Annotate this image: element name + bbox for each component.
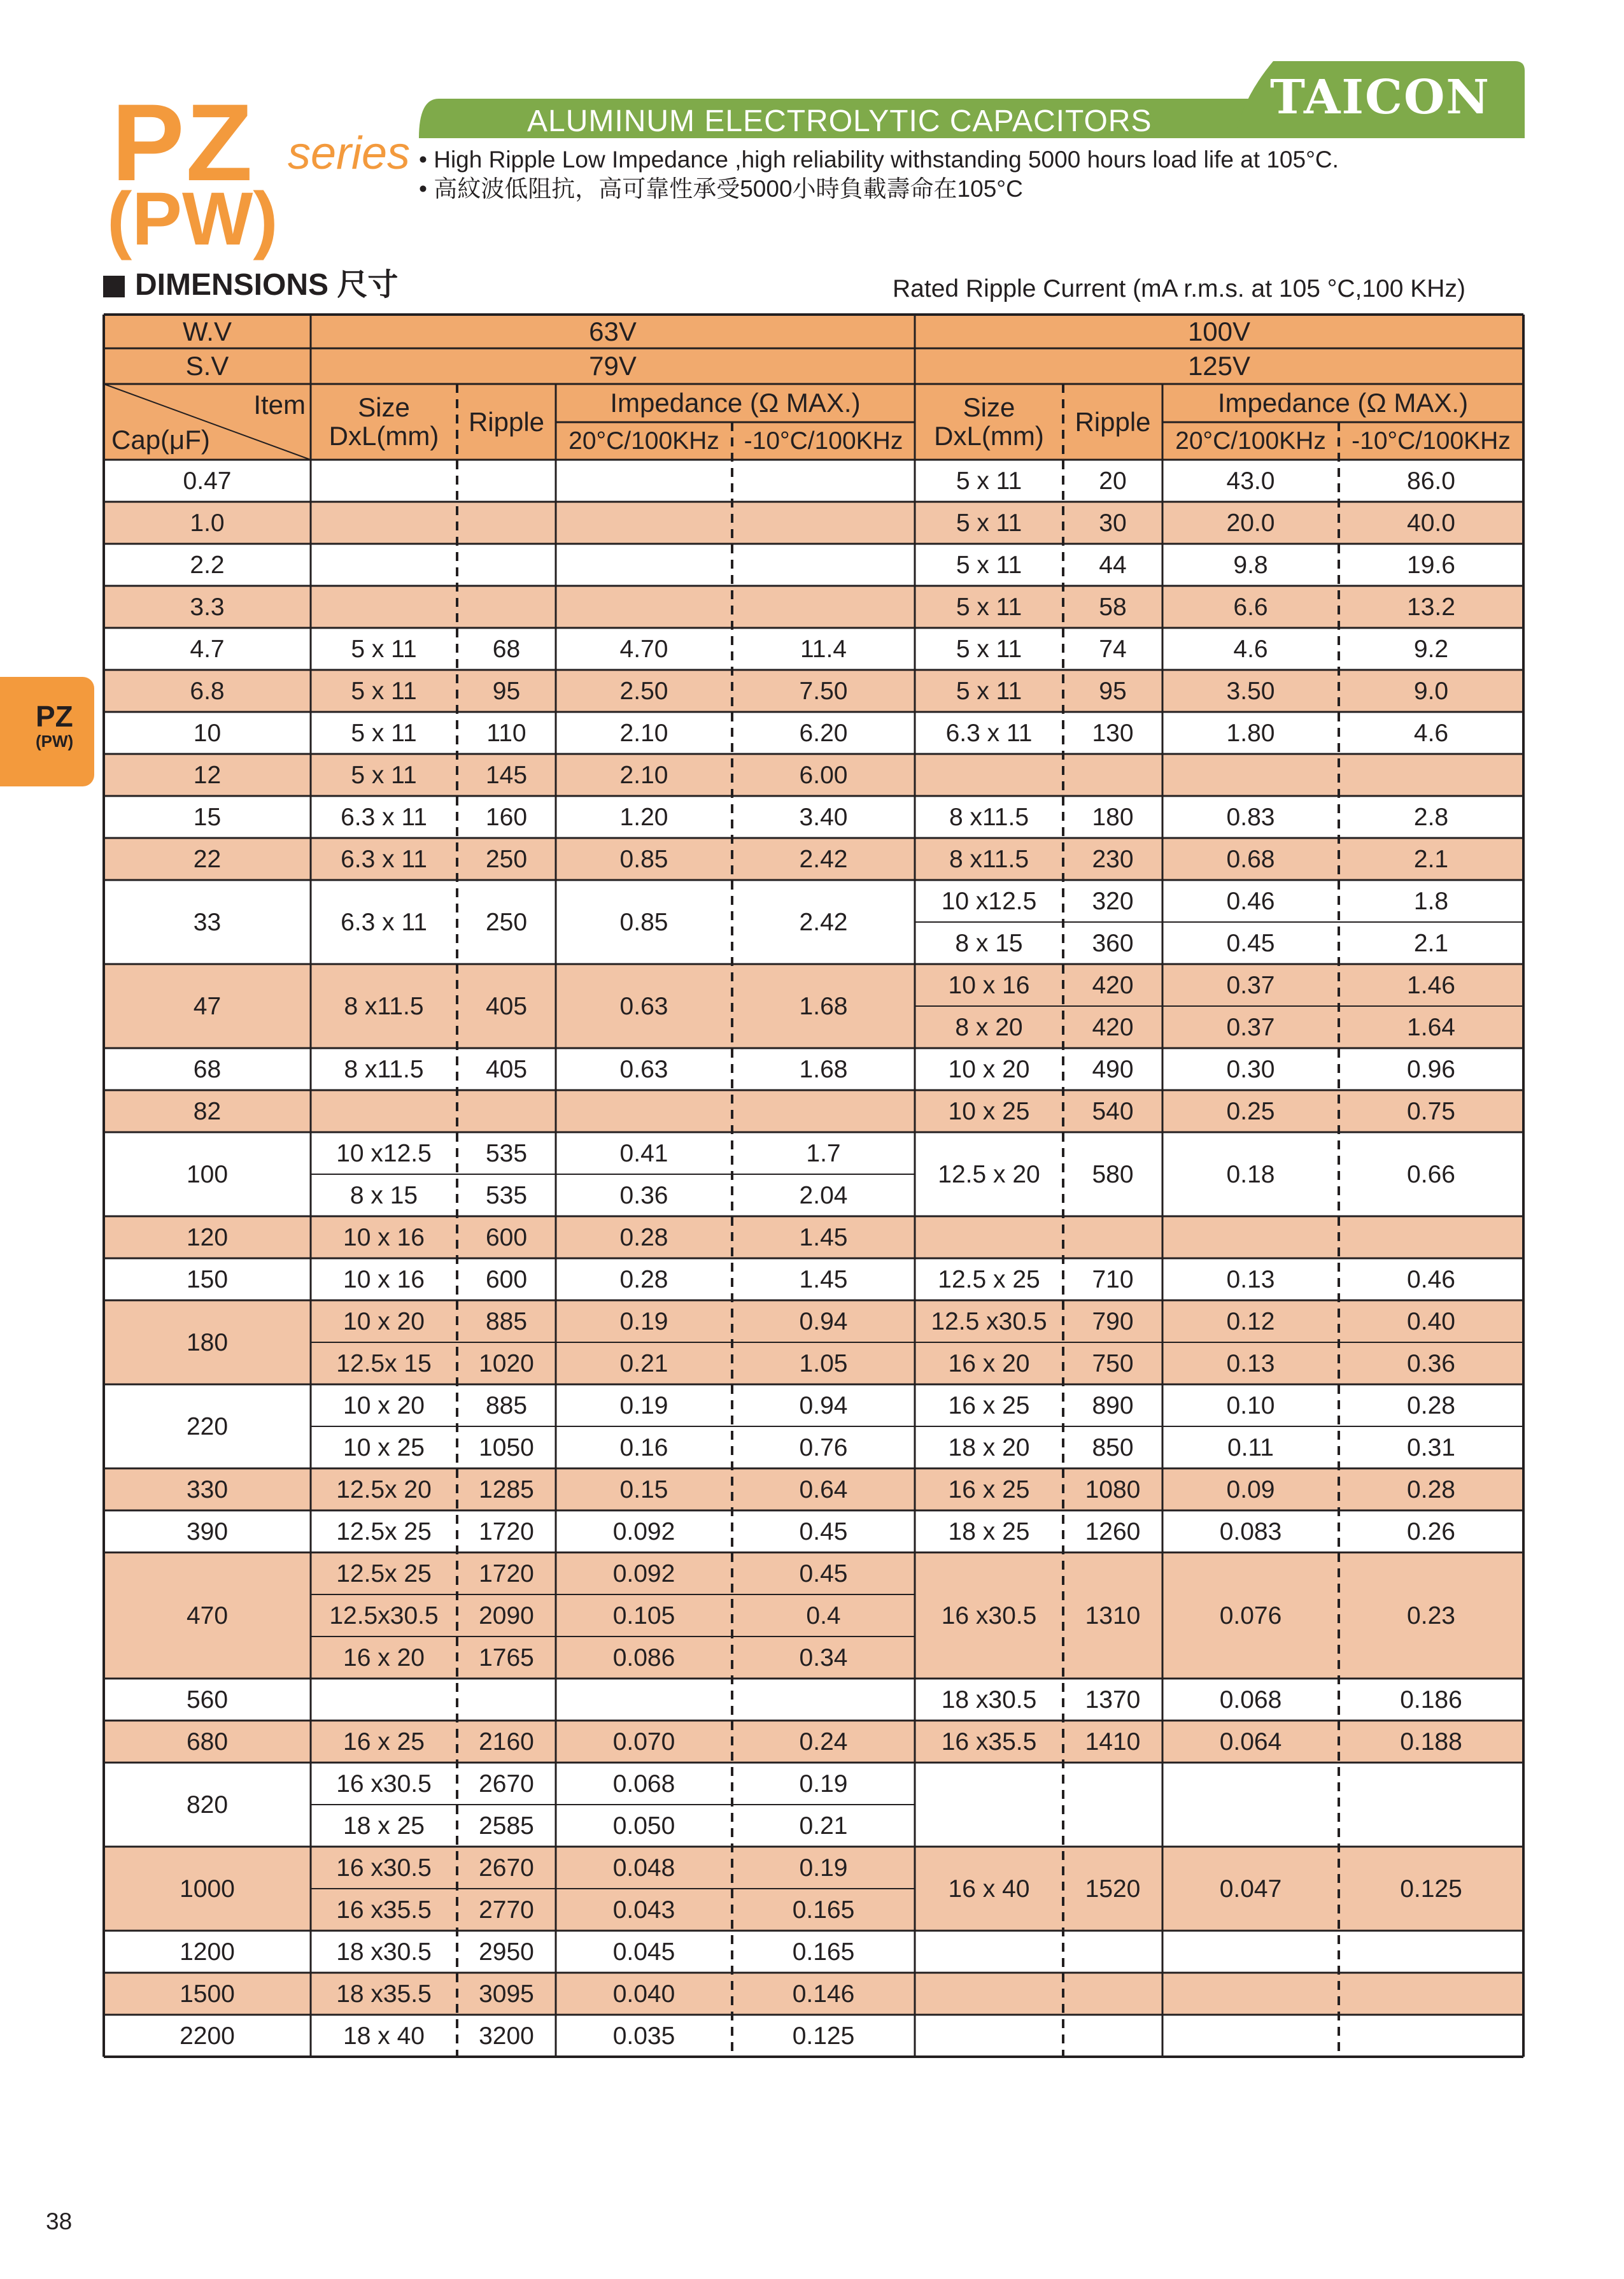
z10-value: 0.96 xyxy=(1407,1055,1455,1083)
z10-value: 0.19 xyxy=(799,1854,848,1882)
z20-value: 0.19 xyxy=(619,1307,668,1335)
z10-value: 0.75 xyxy=(1407,1097,1455,1125)
z20-value: 0.85 xyxy=(619,845,668,873)
z20-value: 0.63 xyxy=(619,992,668,1020)
page-number: 38 xyxy=(46,2208,73,2234)
cap-value: 2200 xyxy=(180,2022,235,2050)
size-value: 18 x 25 xyxy=(948,1517,1030,1545)
z10-value: 0.125 xyxy=(1400,1875,1462,1903)
z20-value: 0.11 xyxy=(1227,1433,1274,1461)
size-value: 10 x 16 xyxy=(343,1265,425,1293)
z20-value: 6.6 xyxy=(1233,593,1268,621)
size-value: 18 x 25 xyxy=(343,1812,425,1840)
cap-value: 330 xyxy=(186,1475,229,1503)
z10-value: 1.68 xyxy=(799,992,848,1020)
z20-value: 0.045 xyxy=(612,1938,675,1966)
ripple-value: 30 xyxy=(1099,509,1127,537)
z10-value: 11.4 xyxy=(800,635,847,663)
z20-value: 2.50 xyxy=(619,677,668,705)
z20-value: 20.0 xyxy=(1226,509,1275,537)
z10-value: 9.2 xyxy=(1413,635,1449,663)
ripple-value: 580 xyxy=(1092,1160,1134,1188)
size-value: 10 x 20 xyxy=(343,1391,425,1419)
size-value: 12.5x30.5 xyxy=(329,1601,439,1629)
ripple-value: 1370 xyxy=(1085,1686,1141,1714)
size-value: 12.5 x30.5 xyxy=(931,1307,1047,1335)
z10-value: 13.2 xyxy=(1407,593,1455,621)
z20-value: 0.41 xyxy=(619,1139,668,1167)
size-value: 8 x11.5 xyxy=(949,845,1029,873)
z10-value: 1.7 xyxy=(806,1139,841,1167)
z10-value: 0.21 xyxy=(799,1812,848,1840)
z10-value: 19.6 xyxy=(1407,551,1455,579)
z10-value: 0.34 xyxy=(799,1644,848,1672)
size-value: 5 x 11 xyxy=(351,761,417,789)
z10-value: 0.45 xyxy=(799,1517,848,1545)
cap-label: Cap(μF) xyxy=(111,425,210,455)
size-value: 16 x30.5 xyxy=(336,1854,432,1882)
z10-value: 86.0 xyxy=(1407,467,1455,495)
cap-value: 150 xyxy=(186,1265,229,1293)
size-value: 10 x 16 xyxy=(343,1223,425,1251)
z20-value: 0.12 xyxy=(1226,1307,1275,1335)
ripple-value: 2585 xyxy=(479,1812,534,1840)
size-value: 5 x 11 xyxy=(956,509,1022,537)
z10-value: 0.146 xyxy=(792,1980,855,2008)
z20-value: 0.070 xyxy=(612,1728,675,1756)
size-value: 18 x 40 xyxy=(343,2022,425,2050)
ripple-value: 420 xyxy=(1092,1013,1134,1041)
size-value: 16 x 25 xyxy=(343,1728,425,1756)
size-value: 18 x35.5 xyxy=(336,1980,432,2008)
ripple-value: 3200 xyxy=(479,2022,534,2050)
z20-value: 0.043 xyxy=(612,1896,675,1924)
ripple-value: 74 xyxy=(1099,635,1127,663)
z10-value: 0.46 xyxy=(1407,1265,1455,1293)
ripple-value: 2090 xyxy=(479,1601,534,1629)
z20-value: 0.076 xyxy=(1219,1601,1282,1629)
imp20-header-a: 20°C/100KHz xyxy=(568,427,719,455)
series-word: series xyxy=(288,128,411,179)
z10-value: 0.19 xyxy=(799,1770,848,1798)
z20-value: 0.086 xyxy=(612,1644,675,1672)
size-value: 12.5x 25 xyxy=(336,1559,432,1587)
z10-value: 0.165 xyxy=(792,1896,855,1924)
z20-value: 0.30 xyxy=(1226,1055,1275,1083)
ripple-value: 110 xyxy=(486,719,526,747)
sv-125v: 125V xyxy=(1187,351,1251,381)
ripple-value: 1520 xyxy=(1085,1875,1141,1903)
z10-value: 3.40 xyxy=(799,803,848,831)
size-value: 10 x 20 xyxy=(343,1307,425,1335)
size-header-b: Size xyxy=(963,392,1015,422)
ripple-value: 130 xyxy=(1092,719,1134,747)
z10-value: 0.31 xyxy=(1407,1433,1455,1461)
z20-value: 0.105 xyxy=(612,1601,675,1629)
size-value: 6.3 x 11 xyxy=(341,845,427,873)
ripple-value: 2160 xyxy=(479,1728,534,1756)
z10-value: 1.8 xyxy=(1413,887,1449,915)
z10-value: 2.04 xyxy=(799,1181,848,1209)
ripple-value: 180 xyxy=(1092,803,1134,831)
z10-value: 0.76 xyxy=(799,1433,848,1461)
ripple-value: 230 xyxy=(1092,845,1134,873)
ripple-value: 1720 xyxy=(479,1517,534,1545)
series-alt: (PW) xyxy=(107,177,278,261)
z20-value: 4.6 xyxy=(1233,635,1268,663)
size-value: 6.3 x 11 xyxy=(341,803,427,831)
size-value: 8 x 15 xyxy=(955,929,1023,957)
ripple-header-a: Ripple xyxy=(468,406,545,437)
size-value: 10 x 20 xyxy=(948,1055,1030,1083)
brand-logo: TAICON xyxy=(1270,70,1491,125)
z20-value: 0.25 xyxy=(1226,1097,1275,1125)
size-value: 8 x11.5 xyxy=(344,1055,424,1083)
ripple-value: 405 xyxy=(485,1055,528,1083)
size-value: 5 x 11 xyxy=(956,467,1022,495)
cap-value: 22 xyxy=(193,845,222,873)
size-value: 18 x30.5 xyxy=(941,1686,1037,1714)
z20-value: 0.36 xyxy=(619,1181,668,1209)
ripple-value: 68 xyxy=(492,635,521,663)
size-value: 10 x12.5 xyxy=(336,1139,432,1167)
size-value: 12.5x 15 xyxy=(336,1349,432,1377)
z10-value: 0.26 xyxy=(1407,1517,1455,1545)
ripple-value: 44 xyxy=(1099,551,1127,579)
z10-value: 4.6 xyxy=(1413,719,1449,747)
cap-value: 33 xyxy=(193,908,222,936)
wv-100v: 100V xyxy=(1187,316,1251,346)
z20-value: 0.15 xyxy=(619,1475,668,1503)
z20-value: 0.19 xyxy=(619,1391,668,1419)
size-value: 6.3 x 11 xyxy=(341,908,427,936)
z20-value: 0.083 xyxy=(1219,1517,1282,1545)
z20-value: 0.37 xyxy=(1226,971,1275,999)
ripple-value: 600 xyxy=(485,1265,528,1293)
z10-value: 0.4 xyxy=(806,1601,841,1629)
ripple-value: 420 xyxy=(1092,971,1134,999)
z10-value: 0.28 xyxy=(1407,1391,1455,1419)
size-value: 5 x 11 xyxy=(351,635,417,663)
z20-value: 0.035 xyxy=(612,2022,675,2050)
ripple-value: 3095 xyxy=(479,1980,534,2008)
ripple-value: 360 xyxy=(1092,929,1134,957)
ripple-value: 1410 xyxy=(1085,1728,1141,1756)
z10-value: 1.64 xyxy=(1407,1013,1455,1041)
imp20-header-b: 20°C/100KHz xyxy=(1175,427,1326,455)
z10-value: 0.36 xyxy=(1407,1349,1455,1377)
z10-value: 0.188 xyxy=(1400,1728,1462,1756)
ripple-value: 790 xyxy=(1092,1307,1134,1335)
ripple-value: 2670 xyxy=(479,1770,534,1798)
z20-value: 0.45 xyxy=(1226,929,1275,957)
section-title: DIMENSIONS 尺寸 xyxy=(135,268,399,302)
cap-value: 470 xyxy=(186,1601,229,1629)
ripple-value: 1720 xyxy=(479,1559,534,1587)
ripple-value: 750 xyxy=(1092,1349,1134,1377)
size-value: 16 x 40 xyxy=(948,1875,1030,1903)
ripple-header-b: Ripple xyxy=(1075,406,1151,437)
z10-value: 1.45 xyxy=(799,1265,848,1293)
z10-value: 0.40 xyxy=(1407,1307,1455,1335)
size-value: 5 x 11 xyxy=(956,551,1022,579)
z20-value: 3.50 xyxy=(1226,677,1275,705)
z20-value: 1.80 xyxy=(1226,719,1275,747)
z10-value: 9.0 xyxy=(1413,677,1449,705)
size-value: 16 x30.5 xyxy=(941,1601,1037,1629)
cap-value: 3.3 xyxy=(190,593,225,621)
ripple-value: 95 xyxy=(492,677,521,705)
size-value: 18 x30.5 xyxy=(336,1938,432,1966)
z10-value: 0.94 xyxy=(799,1307,848,1335)
ripple-value: 1765 xyxy=(479,1644,534,1672)
ripple-value: 1050 xyxy=(479,1433,534,1461)
z10-value: 0.66 xyxy=(1407,1160,1455,1188)
size-header-a: Size xyxy=(358,392,410,422)
wv-63v: 63V xyxy=(589,316,637,346)
ripple-value: 250 xyxy=(485,845,528,873)
z20-value: 0.048 xyxy=(612,1854,675,1882)
z20-value: 0.050 xyxy=(612,1812,675,1840)
size-value: 10 x 25 xyxy=(343,1433,425,1461)
cap-value: 1000 xyxy=(180,1875,235,1903)
z10-value: 0.23 xyxy=(1407,1601,1455,1629)
z10-value: 0.94 xyxy=(799,1391,848,1419)
z10-value: 1.46 xyxy=(1407,971,1455,999)
size-value: 12.5x 25 xyxy=(336,1517,432,1545)
z20-value: 0.16 xyxy=(619,1433,668,1461)
side-tab-code: PZ xyxy=(36,700,73,733)
z20-value: 0.21 xyxy=(619,1349,668,1377)
ripple-value: 320 xyxy=(1092,887,1134,915)
ripple-value: 2770 xyxy=(479,1896,534,1924)
z20-value: 0.10 xyxy=(1226,1391,1275,1419)
z10-value: 6.20 xyxy=(799,719,848,747)
size-value: 5 x 11 xyxy=(956,677,1022,705)
ripple-value: 540 xyxy=(1092,1097,1134,1125)
z10-value: 2.1 xyxy=(1413,929,1449,957)
z20-value: 0.040 xyxy=(612,1980,675,2008)
cap-value: 120 xyxy=(186,1223,229,1251)
ripple-value: 58 xyxy=(1099,593,1127,621)
z10-value: 7.50 xyxy=(799,677,848,705)
z10-value: 40.0 xyxy=(1407,509,1455,537)
banner-title: ALUMINUM ELECTROLYTIC CAPACITORS xyxy=(527,104,1152,138)
size-value: 5 x 11 xyxy=(956,593,1022,621)
ripple-value: 2950 xyxy=(479,1938,534,1966)
z10-value: 0.186 xyxy=(1400,1686,1462,1714)
z20-value: 0.13 xyxy=(1226,1265,1275,1293)
dxl-header-b: DxL(mm) xyxy=(934,421,1044,451)
z10-value: 0.28 xyxy=(1407,1475,1455,1503)
size-value: 8 x 15 xyxy=(350,1181,418,1209)
z20-value: 0.09 xyxy=(1226,1475,1275,1503)
ripple-value: 710 xyxy=(1092,1265,1134,1293)
z20-value: 0.047 xyxy=(1219,1875,1282,1903)
ripple-value: 1080 xyxy=(1085,1475,1141,1503)
cap-value: 100 xyxy=(186,1160,229,1188)
z20-value: 0.68 xyxy=(1226,845,1275,873)
z10-value: 0.125 xyxy=(792,2022,855,2050)
size-value: 16 x 25 xyxy=(948,1475,1030,1503)
side-tab-alt: (PW) xyxy=(36,732,74,751)
size-value: 16 x 25 xyxy=(948,1391,1030,1419)
z20-value: 0.068 xyxy=(612,1770,675,1798)
size-value: 5 x 11 xyxy=(956,635,1022,663)
z20-value: 0.064 xyxy=(1219,1728,1282,1756)
impedance-header-b: Impedance (Ω MAX.) xyxy=(1217,388,1469,418)
dxl-header-a: DxL(mm) xyxy=(328,421,439,451)
size-value: 8 x11.5 xyxy=(949,803,1029,831)
z20-value: 0.46 xyxy=(1226,887,1275,915)
cap-value: 82 xyxy=(193,1097,222,1125)
ripple-value: 490 xyxy=(1092,1055,1134,1083)
ripple-value: 885 xyxy=(485,1391,528,1419)
item-label: Item xyxy=(253,390,306,420)
cap-value: 1500 xyxy=(180,1980,235,2008)
z10-value: 6.00 xyxy=(799,761,848,789)
size-value: 16 x35.5 xyxy=(941,1728,1037,1756)
z20-value: 0.18 xyxy=(1226,1160,1275,1188)
cap-value: 680 xyxy=(186,1728,229,1756)
ripple-value: 885 xyxy=(485,1307,528,1335)
cap-value: 2.2 xyxy=(190,551,225,579)
z10-value: 2.1 xyxy=(1413,845,1449,873)
cap-value: 47 xyxy=(193,992,222,1020)
ripple-value: 145 xyxy=(485,761,528,789)
z20-value: 43.0 xyxy=(1226,467,1275,495)
z20-value: 1.20 xyxy=(619,803,668,831)
z10-value: 0.45 xyxy=(799,1559,848,1587)
cap-value: 0.47 xyxy=(183,467,232,495)
size-value: 16 x 20 xyxy=(948,1349,1030,1377)
z20-value: 0.37 xyxy=(1226,1013,1275,1041)
ripple-value: 160 xyxy=(485,803,528,831)
ripple-value: 890 xyxy=(1092,1391,1134,1419)
sv-label: S.V xyxy=(185,351,229,381)
size-value: 8 x11.5 xyxy=(344,992,424,1020)
z10-value: 1.45 xyxy=(799,1223,848,1251)
z20-value: 0.28 xyxy=(619,1223,668,1251)
z20-value: 0.63 xyxy=(619,1055,668,1083)
z20-value: 0.28 xyxy=(619,1265,668,1293)
size-value: 16 x30.5 xyxy=(336,1770,432,1798)
ripple-value: 850 xyxy=(1092,1433,1134,1461)
size-value: 10 x12.5 xyxy=(941,887,1037,915)
ripple-value: 1285 xyxy=(479,1475,534,1503)
size-value: 10 x 16 xyxy=(948,971,1030,999)
cap-value: 390 xyxy=(186,1517,229,1545)
ripple-value: 2670 xyxy=(479,1854,534,1882)
size-value: 5 x 11 xyxy=(351,719,417,747)
z20-value: 0.85 xyxy=(619,908,668,936)
size-value: 16 x35.5 xyxy=(336,1896,432,1924)
z10-value: 2.8 xyxy=(1413,803,1449,831)
cap-value: 4.7 xyxy=(190,635,225,663)
z10-value: 1.05 xyxy=(799,1349,848,1377)
ripple-value: 95 xyxy=(1099,677,1127,705)
cap-value: 12 xyxy=(193,761,222,789)
size-value: 6.3 x 11 xyxy=(945,719,1033,747)
z20-value: 2.10 xyxy=(619,761,668,789)
size-value: 10 x 25 xyxy=(948,1097,1030,1125)
cap-value: 15 xyxy=(193,803,222,831)
series-code: PZ xyxy=(111,82,254,204)
rated-ripple-note: Rated Ripple Current (mA r.m.s. at 105 °C,100 KHz) xyxy=(893,275,1465,302)
z20-value: 0.83 xyxy=(1226,803,1275,831)
z10-value: 2.42 xyxy=(799,845,848,873)
ripple-value: 1310 xyxy=(1085,1601,1141,1629)
cap-value: 220 xyxy=(186,1412,229,1440)
z10-value: 0.24 xyxy=(799,1728,848,1756)
cap-value: 68 xyxy=(193,1055,222,1083)
z10-value: 2.42 xyxy=(799,908,848,936)
imp10-header-a: -10°C/100KHz xyxy=(744,427,903,455)
size-value: 12.5x 20 xyxy=(336,1475,432,1503)
size-value: 12.5 x 25 xyxy=(938,1265,1040,1293)
z10-value: 1.68 xyxy=(799,1055,848,1083)
z10-value: 0.64 xyxy=(799,1475,848,1503)
z10-value: 0.165 xyxy=(792,1938,855,1966)
size-value: 8 x 20 xyxy=(955,1013,1023,1041)
z20-value: 4.70 xyxy=(619,635,668,663)
ripple-value: 1020 xyxy=(479,1349,534,1377)
cap-value: 560 xyxy=(186,1686,229,1714)
feature-english: • High Ripple Low Impedance ,high reliability withstanding 5000 hours load life at 105°C. xyxy=(419,146,1339,173)
size-value: 12.5 x 20 xyxy=(938,1160,1040,1188)
impedance-header-a: Impedance (Ω MAX.) xyxy=(610,388,861,418)
cap-value: 1200 xyxy=(180,1938,235,1966)
feature-chinese: • 高紋波低阻抗，高可靠性承受5000小時負載壽命在105°C xyxy=(419,176,1023,202)
ripple-value: 535 xyxy=(485,1181,528,1209)
wv-label: W.V xyxy=(182,316,232,346)
ripple-value: 250 xyxy=(485,908,528,936)
cap-value: 820 xyxy=(186,1791,229,1819)
cap-value: 6.8 xyxy=(190,677,225,705)
z20-value: 0.092 xyxy=(612,1559,675,1587)
z20-value: 0.092 xyxy=(612,1517,675,1545)
size-value: 16 x 20 xyxy=(343,1644,425,1672)
ripple-value: 20 xyxy=(1099,467,1127,495)
z20-value: 0.13 xyxy=(1226,1349,1275,1377)
ripple-value: 600 xyxy=(485,1223,528,1251)
ripple-value: 535 xyxy=(485,1139,528,1167)
cap-value: 180 xyxy=(186,1328,229,1356)
cap-value: 10 xyxy=(193,719,222,747)
imp10-header-b: -10°C/100KHz xyxy=(1352,427,1511,455)
z20-value: 2.10 xyxy=(619,719,668,747)
z20-value: 9.8 xyxy=(1233,551,1268,579)
size-value: 5 x 11 xyxy=(351,677,417,705)
z20-value: 0.068 xyxy=(1219,1686,1282,1714)
cap-value: 1.0 xyxy=(190,509,225,537)
ripple-value: 405 xyxy=(485,992,528,1020)
sv-79v: 79V xyxy=(589,351,637,381)
ripple-value: 1260 xyxy=(1085,1517,1141,1545)
size-value: 18 x 20 xyxy=(948,1433,1030,1461)
